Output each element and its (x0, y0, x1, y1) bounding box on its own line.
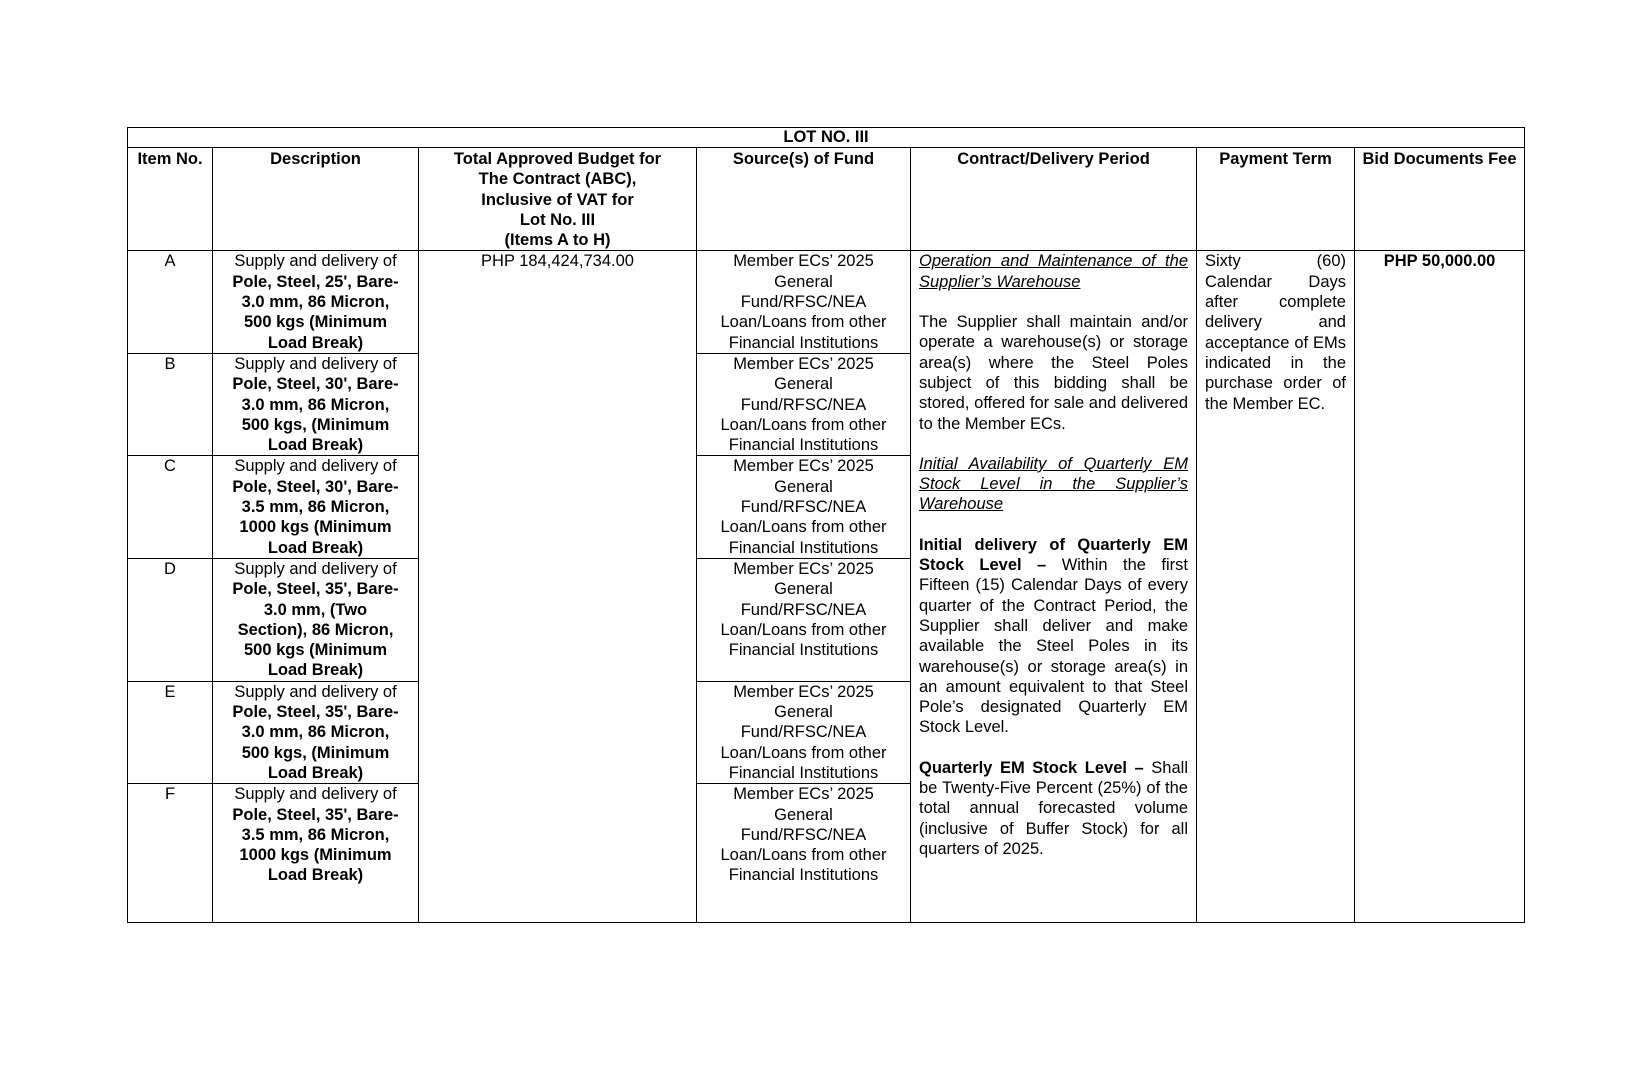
fund-line: General (774, 272, 833, 291)
header-period: Contract/Delivery Period (911, 148, 1197, 251)
period-initial-delivery-text: Within the first Fifteen (15) Calendar Days of every quarter of the Contract Period, the Supplier shall deliver and make available the Steel Poles in its warehouse(s) or storage area(s) in an amount equivalent to that Steel Pole’s designated Quarterly EM Stock Level. (919, 556, 1188, 737)
fund-source (697, 251, 911, 353)
item-spec-line: 500 kgs (Minimum (243, 641, 388, 660)
fund-source (697, 353, 911, 455)
header-description: Description (213, 148, 419, 251)
fund-line: Financial Institutions (728, 763, 879, 782)
fund-source (697, 784, 911, 923)
header-abc (419, 148, 697, 251)
fund-line: Financial Institutions (728, 641, 879, 660)
fund-line: Financial Institutions (728, 866, 879, 885)
fund-line: Loan/Loans from other (720, 743, 887, 762)
header-payment: Payment Term (1197, 148, 1355, 251)
item-description (213, 251, 419, 353)
item-spec-line: Load Break) (267, 661, 364, 680)
fund-line: Member ECs’ 2025 (733, 457, 874, 476)
fund-line: Financial Institutions (728, 333, 879, 352)
payment-term: Sixty (60) Calendar Days after complete delivery and acceptance of EMs indicated in the purchase order of the Member EC. (1197, 251, 1355, 923)
fund-line: Financial Institutions (728, 538, 879, 557)
item-spec-line: Pole, Steel, 35', Bare- (232, 580, 399, 599)
item-spec-line: 500 kgs (Minimum (243, 313, 388, 332)
header-bid-fee: Bid Documents Fee (1355, 148, 1525, 251)
fund-line: Member ECs’ 2025 (733, 252, 874, 271)
item-spec-line: Load Break) (267, 436, 364, 455)
fund-line: Loan/Loans from other (720, 313, 887, 332)
item-spec-line: Pole, Steel, 30', Bare- (232, 375, 399, 394)
fund-source (697, 558, 911, 681)
item-id: B (128, 353, 213, 455)
header-abc-line: Total Approved Budget for (453, 150, 662, 168)
fund-line: General (774, 703, 833, 722)
fund-line: Member ECs’ 2025 (733, 785, 874, 804)
period-stock-level-label: Quarterly EM Stock Level – (919, 758, 1144, 777)
table-row (128, 251, 1525, 353)
item-spec-line: 500 kgs, (Minimum (241, 743, 390, 762)
period-heading-warehouse: Operation and Maintenance of the Supplier’s Warehouse (919, 252, 1188, 291)
lot-table (127, 127, 1525, 923)
header-abc-line: The Contract (ABC), (478, 170, 637, 189)
fund-line: General (774, 580, 833, 599)
item-intro: Supply and delivery of (234, 252, 397, 271)
period-initial-delivery (919, 535, 1188, 738)
period-stock-level (919, 758, 1188, 859)
fund-line: Fund/RFSC/NEA (740, 293, 867, 312)
fund-line: Fund/RFSC/NEA (740, 723, 867, 742)
item-description (213, 784, 419, 923)
item-spec-line: Pole, Steel, 25', Bare- (232, 272, 399, 291)
item-description (213, 681, 419, 783)
item-spec-line: Load Break) (267, 866, 364, 885)
item-id: A (128, 251, 213, 353)
item-intro: Supply and delivery of (234, 559, 397, 578)
item-spec-line: 500 kgs, (Minimum (241, 415, 390, 434)
fund-line: Member ECs’ 2025 (733, 682, 874, 701)
item-spec-line: 3.5 mm, 86 Micron, (241, 825, 390, 844)
header-abc-line: Inclusive of VAT for (481, 190, 634, 209)
lot-title: LOT NO. III (128, 128, 1525, 148)
fund-line: Loan/Loans from other (720, 518, 887, 537)
fund-line: Fund/RFSC/NEA (740, 498, 867, 517)
fund-line: Loan/Loans from other (720, 415, 887, 434)
period-initial-delivery-label: Initial delivery of Quarterly EM Stock Level – (919, 535, 1188, 575)
delivery-period (911, 251, 1197, 923)
bid-fee-value: PHP 50,000.00 (1355, 251, 1525, 923)
item-intro: Supply and delivery of (234, 785, 397, 804)
fund-line: General (774, 805, 833, 824)
item-spec-line: Pole, Steel, 35', Bare- (232, 703, 399, 722)
fund-line: General (774, 375, 833, 394)
item-intro: Supply and delivery of (234, 457, 397, 476)
item-intro: Supply and delivery of (234, 354, 397, 373)
period-heading-availability: Initial Availability of Quarterly EM Stock Level in the Supplier’s Warehouse (919, 454, 1188, 514)
item-spec-line: Pole, Steel, 30', Bare- (232, 477, 399, 496)
item-id: E (128, 681, 213, 783)
fund-line: Member ECs’ 2025 (733, 354, 874, 373)
item-spec-line: 3.0 mm, 86 Micron, (241, 293, 390, 312)
item-spec-line: 1000 kgs (Minimum (239, 518, 392, 537)
fund-line: General (774, 477, 833, 496)
abc-value: PHP 184,424,734.00 (419, 251, 697, 923)
fund-line: Financial Institutions (728, 436, 879, 455)
item-intro: Supply and delivery of (234, 682, 397, 701)
item-id: D (128, 558, 213, 681)
header-source: Source(s) of Fund (697, 148, 911, 251)
fund-line: Loan/Loans from other (720, 620, 887, 639)
item-spec-line: Load Break) (267, 333, 364, 352)
fund-source (697, 456, 911, 558)
header-item-no: Item No. (128, 148, 213, 251)
header-abc-line: (Items A to H) (504, 231, 611, 250)
item-spec-line: Load Break) (267, 538, 364, 557)
item-spec-line: 1000 kgs (Minimum (239, 846, 392, 865)
fund-line: Fund/RFSC/NEA (740, 395, 867, 414)
item-spec-line: 3.0 mm, (Two (263, 600, 368, 619)
item-id: F (128, 784, 213, 923)
fund-line: Loan/Loans from other (720, 846, 887, 865)
period-warehouse-text: The Supplier shall maintain and/or operate a warehouse(s) or storage area(s) where the Steel Poles subject of this bidding shall be stored, offered for sale and delivered to the Member ECs. (919, 313, 1188, 433)
item-spec-line: 3.0 mm, 86 Micron, (241, 723, 390, 742)
fund-line: Fund/RFSC/NEA (740, 825, 867, 844)
header-abc-line: Lot No. III (519, 210, 596, 229)
item-spec-line: Load Break) (267, 763, 364, 782)
period-stock-level-text: Shall be Twenty-Five Percent (25%) of the total annual forecasted volume (inclusive of Buffer Stock) for all quarters of 2025. (919, 758, 1188, 858)
fund-line: Fund/RFSC/NEA (740, 600, 867, 619)
fund-source (697, 681, 911, 783)
fund-line: Member ECs’ 2025 (733, 559, 874, 578)
item-spec-line: 3.0 mm, 86 Micron, (241, 395, 390, 414)
item-id: C (128, 456, 213, 558)
item-spec-line: Pole, Steel, 35', Bare- (232, 805, 399, 824)
item-description (213, 456, 419, 558)
item-description (213, 353, 419, 455)
item-spec-line: 3.5 mm, 86 Micron, (241, 498, 390, 517)
item-spec-line: Section), 86 Micron, (237, 620, 394, 639)
item-description (213, 558, 419, 681)
